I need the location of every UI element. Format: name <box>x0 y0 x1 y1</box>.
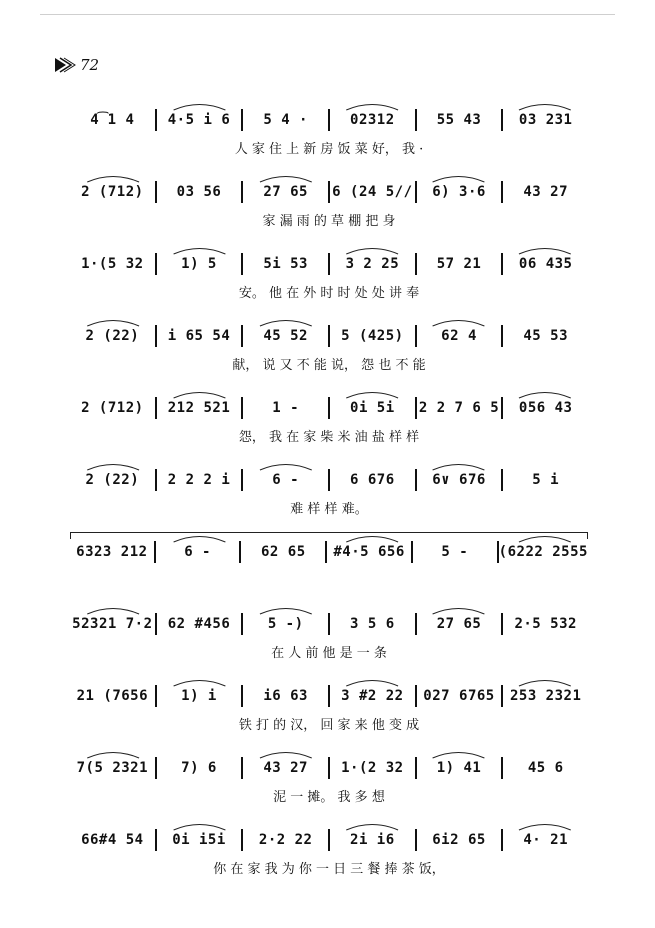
measure: 57 21 <box>436 256 482 272</box>
score-system <box>70 818 588 890</box>
measure: 62 65 <box>261 544 306 560</box>
measure: 0i 5i <box>350 400 395 416</box>
lyrics-line: 献， 说 又 不 能 说， 怨 也 不 能 <box>232 358 426 373</box>
score-system <box>70 242 588 314</box>
measure: 55 43 <box>436 112 482 128</box>
measure: 1) i <box>181 688 217 704</box>
lyrics-line: 安。 他 在 外 时 时 处 处 讲 奉 <box>238 286 420 301</box>
measure: 02312 <box>350 112 395 128</box>
notation-line <box>70 180 588 204</box>
score-system <box>70 746 588 818</box>
measure: 27 65 <box>263 184 308 200</box>
measure: 45 6 <box>527 760 564 776</box>
measure: 6 - <box>272 472 300 488</box>
measure: 1·(5 32 <box>81 256 144 272</box>
measure: 1) 5 <box>181 256 217 272</box>
notation-line <box>70 324 588 348</box>
notation-line <box>70 684 588 708</box>
measure: 06 435 <box>518 256 573 272</box>
measure: 43 27 <box>263 760 308 776</box>
score-system <box>70 602 588 674</box>
measure: 1) 41 <box>436 760 482 776</box>
page-corner-icon <box>54 56 76 74</box>
measure: 52321 7·2 <box>72 616 153 632</box>
measure: 4· 21 <box>523 832 569 848</box>
score-system <box>70 170 588 242</box>
notation-line <box>70 756 588 780</box>
measure: 5 (425) <box>341 328 404 344</box>
measure: 5 4 · <box>263 112 308 128</box>
measure: 027 6765 <box>423 688 495 704</box>
score-system <box>70 674 588 746</box>
measure: 03 56 <box>176 184 222 200</box>
measure: 6323 212 <box>76 544 148 560</box>
measure: 6 - <box>184 544 211 560</box>
measure: 2 (22) <box>85 472 140 488</box>
lyrics-line: 人 家 住 上 新 房 饭 菜 好， 我 · <box>234 142 424 157</box>
lyrics-line: 铁 打 的 汉， 回 家 来 他 变 成 <box>238 718 420 733</box>
lyrics-line: 在 人 前 他 是 一 条 <box>271 646 387 661</box>
score-system <box>70 314 588 386</box>
score-system <box>70 98 588 170</box>
measure: 7) 6 <box>181 760 217 776</box>
measure: 2 2 7 6 5 <box>418 400 500 416</box>
measure: 43 27 <box>523 184 569 200</box>
measure: (6222 2555 <box>498 544 588 560</box>
score-system <box>70 530 588 602</box>
measure: 4͡1 4 <box>90 112 135 128</box>
measure: 4·5 i 6 <box>167 112 231 128</box>
measure: 6 676 <box>350 472 395 488</box>
page-number: 72 <box>80 56 100 74</box>
measure: 21 (7656 <box>76 688 149 704</box>
page-header <box>54 56 99 74</box>
repeat-bracket <box>70 532 588 539</box>
measure: 62 #456 <box>167 616 231 632</box>
measure: 3 #2 22 <box>341 688 404 704</box>
measure: 6i2 65 <box>432 832 486 848</box>
measure: i6 63 <box>263 688 308 704</box>
notation-line <box>70 396 588 420</box>
measure: 3 2 25 <box>345 256 400 272</box>
measure: 45 53 <box>523 328 569 344</box>
measure: i 65 54 <box>167 328 231 344</box>
lyrics-line: 家 漏 雨 的 草 棚 把 身 <box>262 214 396 229</box>
measure: 1 - <box>272 400 300 416</box>
measure: 6) 3·6 <box>432 184 486 200</box>
measure: 212 521 <box>167 400 231 416</box>
measure: 5 - <box>441 544 469 560</box>
notation-line <box>70 540 588 564</box>
measure: 66#4 54 <box>81 832 144 848</box>
measure: 5 -) <box>267 616 304 632</box>
measure: 03 231 <box>518 112 573 128</box>
lyrics-line: 怨， 我 在 家 柴 米 油 盐 样 样 <box>238 430 420 445</box>
measure: 2 (22) <box>85 328 140 344</box>
measure: 056 43 <box>518 400 573 416</box>
measure: 6∨ 676 <box>432 472 486 488</box>
notation-line <box>70 468 588 492</box>
score-system <box>70 386 588 458</box>
measure: 62 4 <box>441 328 477 344</box>
measure: 2·2 22 <box>258 832 313 848</box>
measure: 5 i <box>532 472 560 488</box>
measure: 2 2 2 i <box>167 472 231 488</box>
score-system <box>70 458 588 530</box>
top-rule <box>40 14 615 15</box>
measure: 7(5 2321 <box>76 760 149 776</box>
measure: 45 52 <box>263 328 308 344</box>
measure: 2 (712) <box>81 400 144 416</box>
measure: 0i i5i <box>172 832 226 848</box>
measure: 1·(2 32 <box>341 760 404 776</box>
measure: 2·5 532 <box>514 616 577 632</box>
measure: 3 5 6 <box>350 616 395 632</box>
measure: 6 (24 5// <box>332 184 413 200</box>
notation-line <box>70 828 588 852</box>
measure: #4·5 656 <box>333 544 405 560</box>
measure: 5i 53 <box>263 256 308 272</box>
notation-line <box>70 108 588 132</box>
notation-line <box>70 252 588 276</box>
measure: 253 2321 <box>509 688 582 704</box>
lyrics-line: 难 样 样 难。 <box>290 502 368 517</box>
measure: 27 65 <box>436 616 482 632</box>
measure: 2i i6 <box>350 832 395 848</box>
measure: 2 (712) <box>81 184 144 200</box>
notation-line <box>70 612 588 636</box>
lyrics-line: 你 在 家 我 为 你 一 日 三 餐 捧 茶 饭， <box>213 862 445 877</box>
lyrics-line: 泥 一 摊。 我 多 想 <box>273 790 385 805</box>
jianpu-score <box>70 98 588 890</box>
